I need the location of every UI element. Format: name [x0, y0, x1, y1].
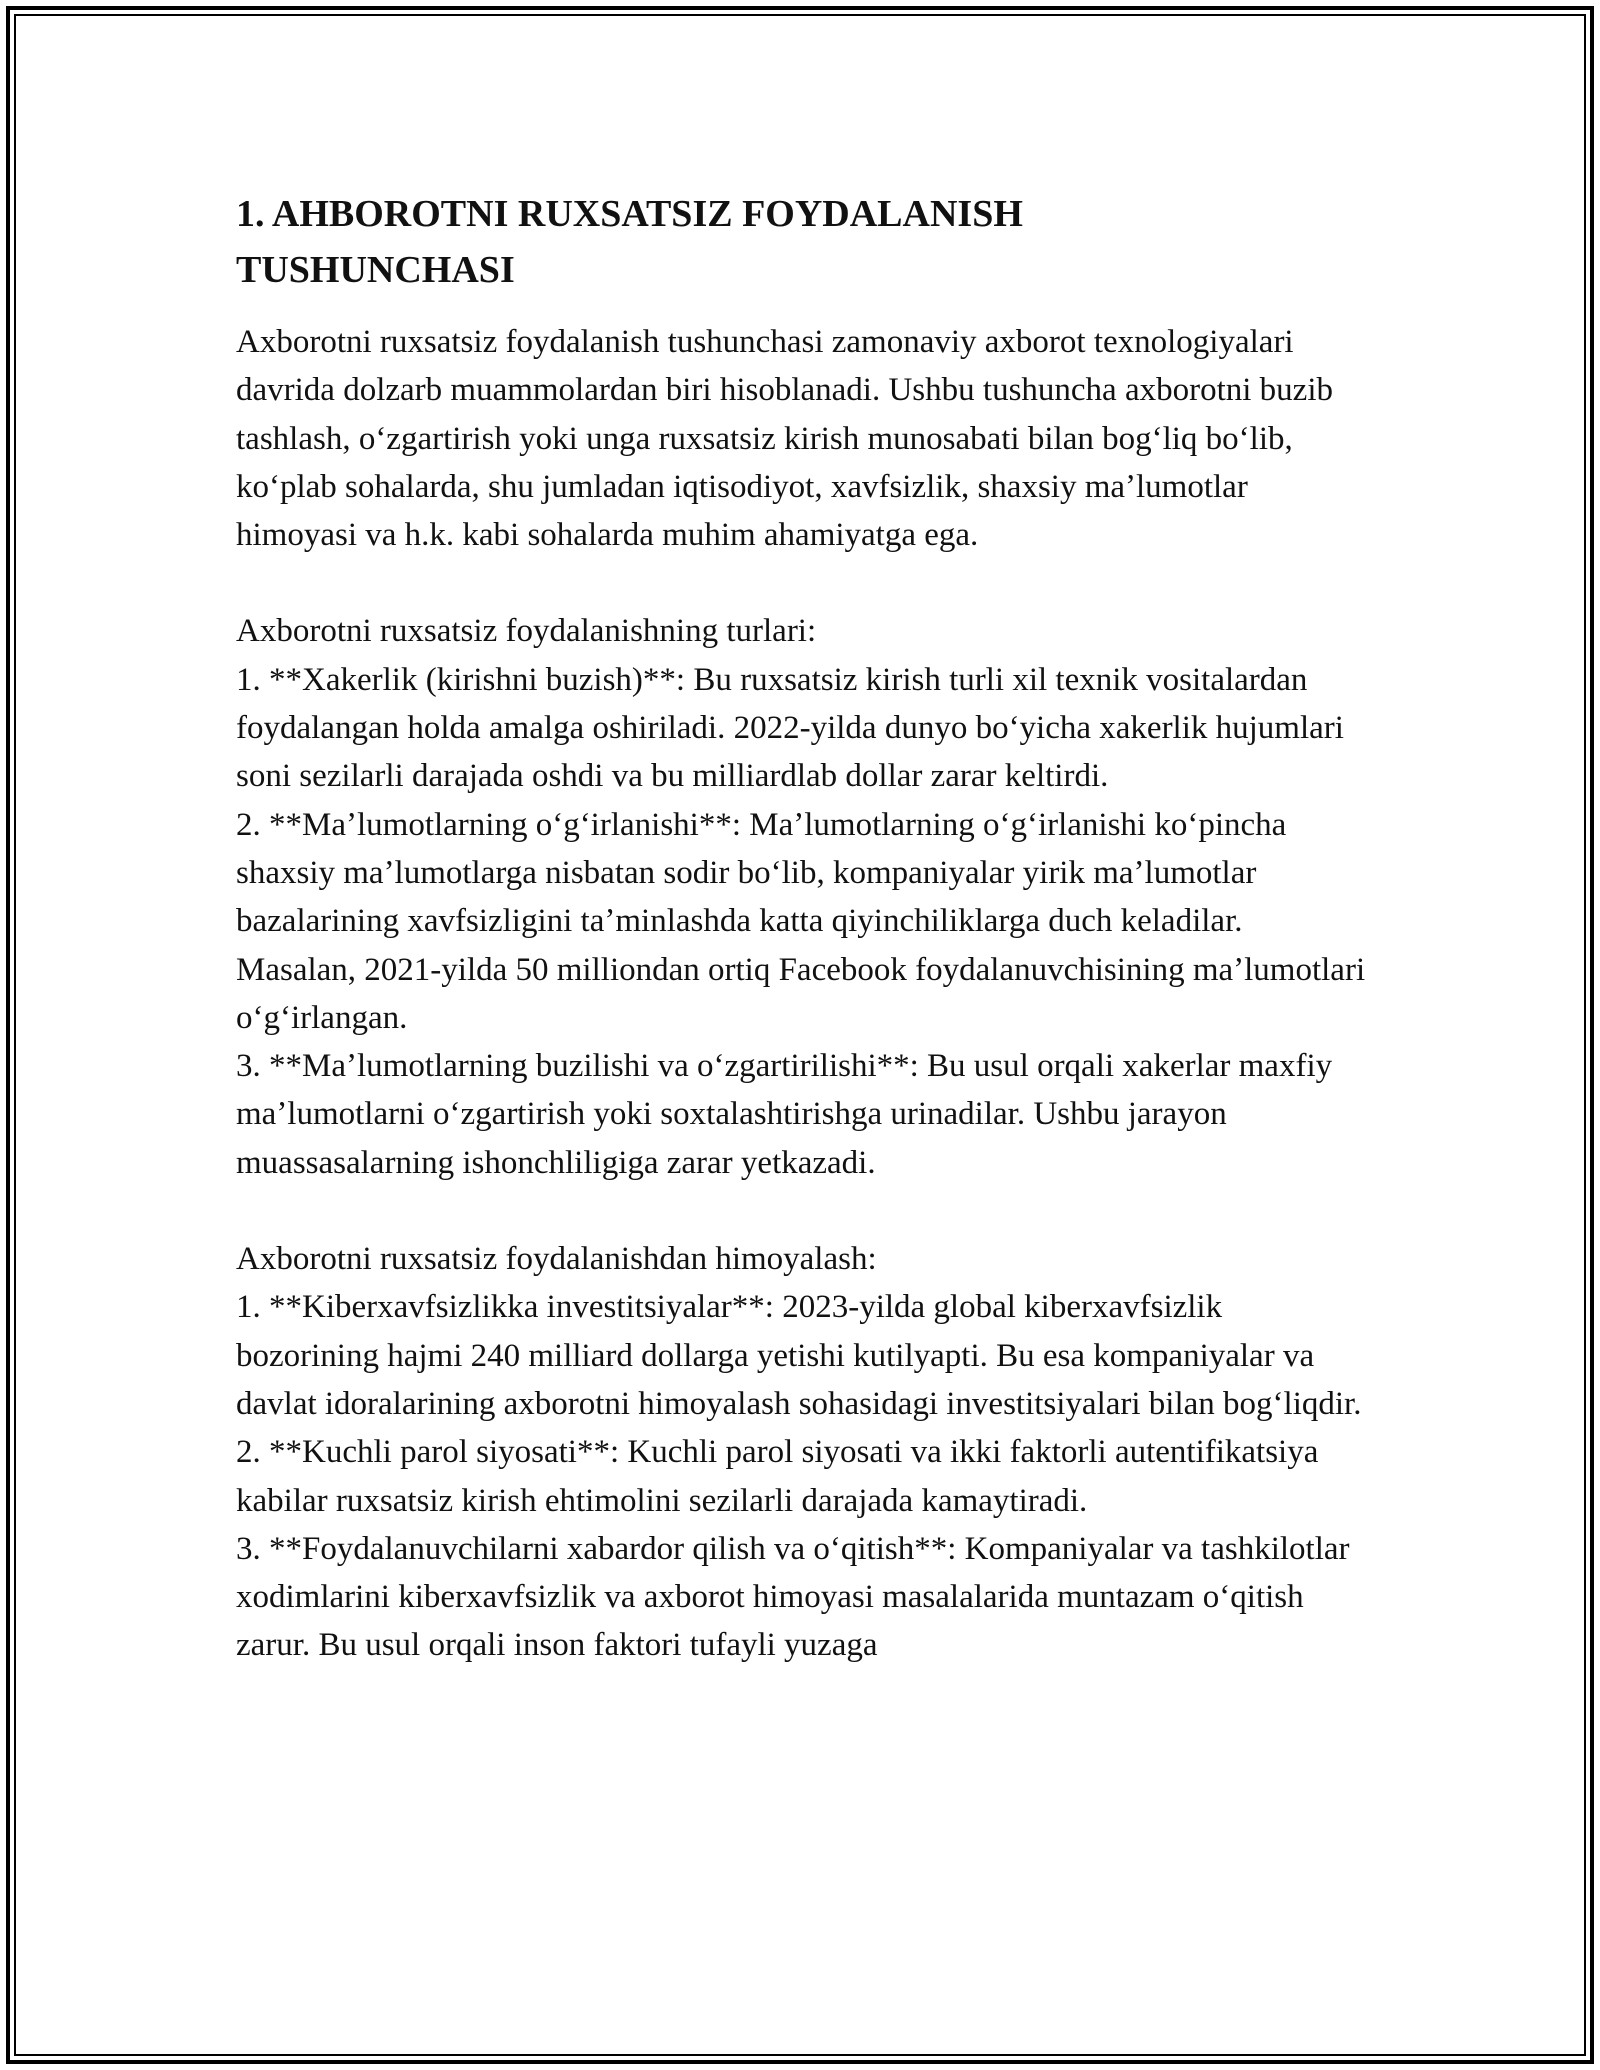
section-heading-types: Axborotni ruxsatsiz foydalanishning turlari: [236, 613, 817, 650]
list-item: 3. **Foydalanuvchilarni xabardor qilish va oʻqitish**: Kompaniyalar va tashkilotlar xodimlarini kiberxavfsizlik va axborot himoyasi masalalarida muntazam oʻqitish zarur. Bu usul orqali inson faktori tufayli yuzaga [236, 1530, 1350, 1664]
paragraph-gap [236, 559, 1366, 607]
section-heading-protection: Axborotni ruxsatsiz foydalanishdan himoyalash: [236, 1241, 877, 1278]
list-item: 3. **Maʼlumotlarning buzilishi va oʻzgartirilishi**: Bu usul orqali xakerlar maxfiy maʼlumotlarni oʻzgartirish yoki soxtalashtirishga urinadilar. Ushbu jarayon muassasalarning ishonchliligiga zarar yetkazadi. [236, 1048, 1333, 1181]
list-item: 1. **Xakerlik (kirishni buzish)**: Bu ruxsatsiz kirish turli xil texnik vositalardan foydalangan holda amalga oshiriladi. 2022-yilda dunyo boʻyicha xakerlik hujumlari soni sezilarli darajada oshdi va bu milliardlab dollar zarar keltirdi. [236, 661, 1344, 795]
list-item: 2. **Maʼlumotlarning oʻgʻirlanishi**: Maʼlumotlarning oʻgʻirlanishi koʻpincha shaxsiy maʼlumotlarga nisbatan sodir boʻlib, kompaniyalar yirik maʼlumotlar bazalarining xavfsizligini taʼminlashda katta qiyinchiliklarga duch keladilar. Masalan, 2021-yilda 50 milliondan ortiq Facebook foydalanuvchisining maʼlumotlari oʻgʻirlangan. [236, 806, 1366, 1036]
intro-paragraph: Axborotni ruxsatsiz foydalanish tushunchasi zamonaviy axborot texnologiyalari davrida dolzarb muammolardan biri hisoblanadi. Ushbu tushuncha axborotni buzib tashlash, oʻzgartirish yoki unga ruxsatsiz kirish munosabati bilan bogʻliq boʻlib, koʻplab sohalarda, shu jumladan iqtisodiyot, xavfsizlik, shaxsiy maʼlumotlar himoyasi va h.k. kabi sohalarda muhim ahamiyatga ega. [236, 324, 1342, 554]
page-title: 1. AHBOROTNI RUXSATSIZ FOYDALANISH TUSHUNCHASI [236, 193, 1023, 291]
list-item: 1. **Kiberxavfsizlikka investitsiyalar**: 2023-yilda global kiberxavfsizlik bozorining hajmi 240 milliard dollarga yetishi kutilyapti. Bu esa kompaniyalar va davlat idoralarining axborotni himoyalash sohasidagi investitsiyalari bilan bogʻliqdir. [236, 1289, 1362, 1422]
document-body [236, 186, 1366, 1670]
paragraph-gap [236, 1187, 1366, 1235]
list-item: 2. **Kuchli parol siyosati**: Kuchli parol siyosati va ikki faktorli autentifikatsiya kabilar ruxsatsiz kirish ehtimolini sezilarli darajada kamaytiradi. [236, 1434, 1319, 1519]
